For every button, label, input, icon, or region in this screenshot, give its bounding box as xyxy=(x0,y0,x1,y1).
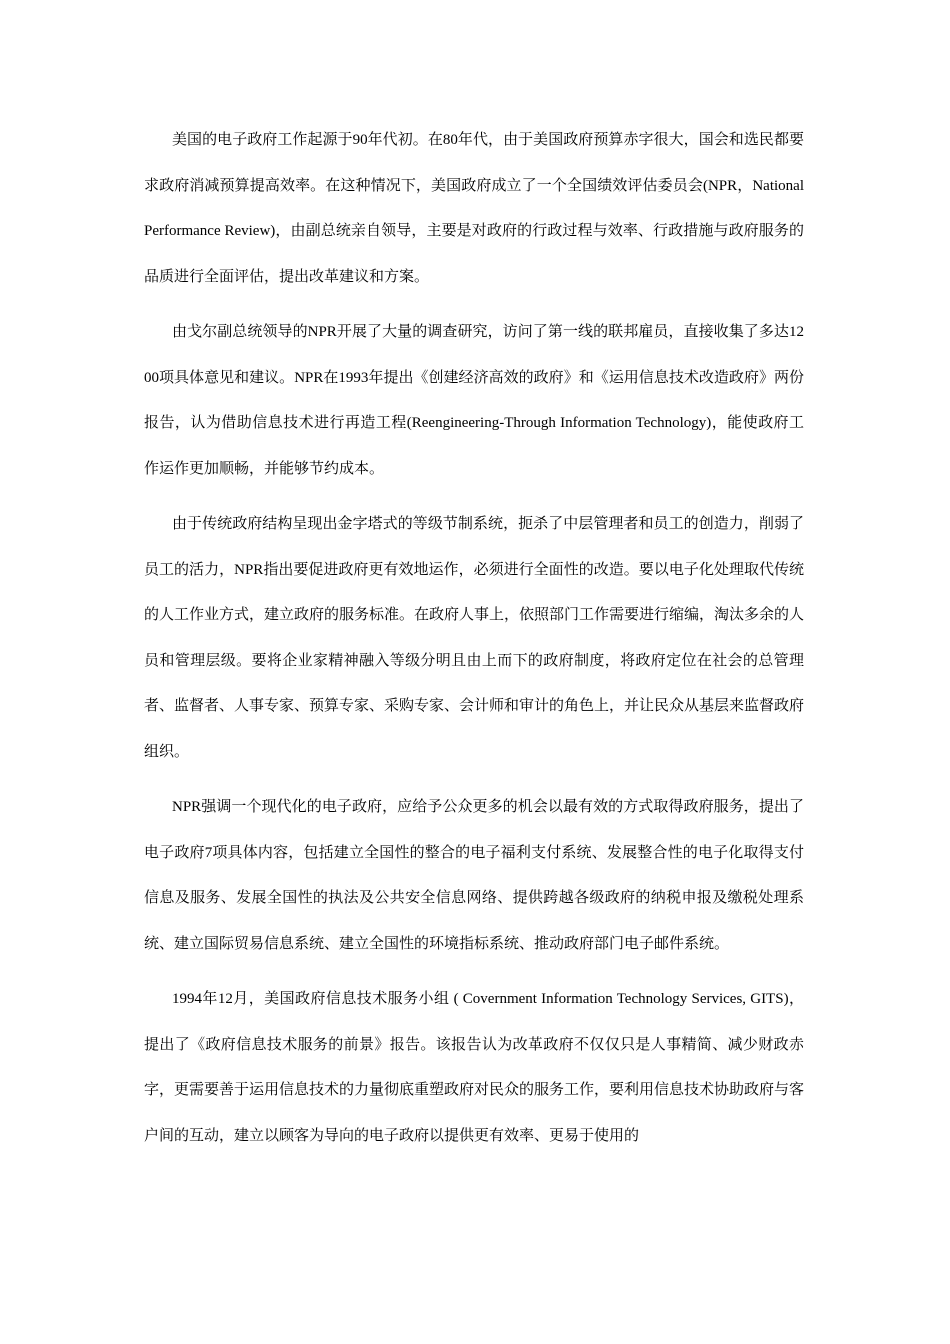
paragraph-1: 美国的电子政府工作起源于90年代初。在80年代，由于美国政府预算赤字很大，国会和选民都要求政府消减预算提高效率。在这种情况下，美国政府成立了一个全国绩效评估委员会(NPR，National Performance Review)，由副总统亲自领导，主要是对政府的行政过程与效率、行政措施与政府服务的品质进行全面评估，提出改革建议和方案。 xyxy=(144,132,804,285)
paragraph-4: NPR强调一个现代化的电子政府，应给予公众更多的机会以最有效的方式取得政府服务，提出了电子政府7项具体内容，包括建立全国性的整合的电子福利支付系统、发展整合性的电子化取得支付信息及服务、发展全国性的执法及公共安全信息网络、提供跨越各级政府的纳税申报及缴税处理系统、建立国际贸易信息系统、建立全国性的环境指标系统、推动政府部门电子邮件系统。 xyxy=(144,799,804,952)
paragraph-3: 由于传统政府结构呈现出金字塔式的等级节制系统，扼杀了中层管理者和员工的创造力，削弱了员工的活力，NPR指出要促进政府更有效地运作，必须进行全面性的改造。要以电子化处理取代传统的人工作业方式，建立政府的服务标准。在政府人事上，依照部门工作需要进行缩编，淘汰多余的人员和管理层级。要将企业家精神融入等级分明且由上而下的政府制度，将政府定位在社会的总管理者、监督者、人事专家、预算专家、采购专家、会计师和审计的角色上，并让民众从基层来监督政府组织。 xyxy=(144,516,805,760)
document-body xyxy=(144,118,804,1169)
paragraph-2: 由戈尔副总统领导的NPR开展了大量的调查研究，访问了第一线的联邦雇员，直接收集了多达1200项具体意见和建议。NPR在1993年提出《创建经济高效的政府》和《运用信息技术改造政府》两份报告，认为借助信息技术进行再造工程(Reengineering-Through Information Technology)，能使政府工作运作更加顺畅，并能够节约成本。 xyxy=(144,324,804,477)
paragraph-5: 1994年12月，美国政府信息技术服务小组 ( Covernment Information Technology Services, GITS)，提出了《政府信息技术服务的前景》报告。该报告认为改革政府不仅仅只是人事精简、减少财政赤字，更需要善于运用信息技术的力量彻底重塑政府对民众的服务工作，要利用信息技术协助政府与客户间的互动，建立以顾客为导向的电子政府以提供更有效率、更易于使用的 xyxy=(144,991,805,1144)
